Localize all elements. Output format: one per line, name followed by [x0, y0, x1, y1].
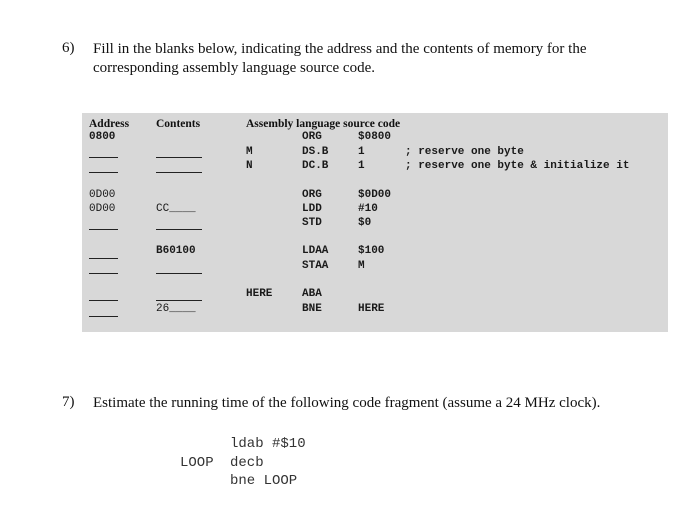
row-label: N	[246, 160, 253, 172]
contents-blank[interactable]	[156, 273, 202, 274]
row-op: LDD	[302, 203, 322, 215]
row-op: DC.B	[302, 160, 329, 172]
row-op: BNE	[302, 303, 322, 315]
header-address: Address	[89, 118, 130, 130]
question-6-number: 6)	[62, 40, 75, 56]
address-blank[interactable]	[89, 229, 118, 230]
row-op: ORG	[302, 189, 322, 201]
contents-blank[interactable]	[156, 300, 202, 301]
row-comment: ; reserve one byte & initialize it	[405, 160, 630, 172]
code-label: LOOP	[180, 455, 214, 471]
contents-blank[interactable]	[156, 229, 202, 230]
contents-blank[interactable]	[156, 157, 202, 158]
question-7-text: Estimate the running time of the following code fragment (assume a 24 MHz clock).	[93, 395, 601, 411]
row-op: LDAA	[302, 245, 329, 257]
header-source-code: Assembly language source code	[246, 118, 401, 130]
row-label: M	[246, 146, 253, 158]
address-blank[interactable]	[89, 273, 118, 274]
row-operand: #10	[358, 203, 378, 215]
address-blank[interactable]	[89, 300, 118, 301]
row-address: 0D00	[89, 203, 116, 215]
code-instruction: decb	[230, 455, 264, 471]
question-6-line-1: Fill in the blanks below, indicating the address and the contents of memory for the	[93, 41, 587, 57]
row-op: ORG	[302, 131, 322, 143]
question-6-line-2: corresponding assembly language source code.	[93, 60, 375, 76]
row-contents: 26____	[156, 303, 196, 315]
address-blank[interactable]	[89, 316, 118, 317]
row-operand: 1	[358, 146, 365, 158]
row-operand: $0D00	[358, 189, 392, 201]
address-blank[interactable]	[89, 172, 118, 173]
row-op: ABA	[302, 288, 322, 300]
row-contents: CC____	[156, 203, 196, 215]
code-instruction: bne LOOP	[230, 473, 298, 489]
code-instruction: ldab #$10	[230, 436, 306, 452]
row-operand: M	[358, 260, 365, 272]
row-operand: $100	[358, 245, 385, 257]
row-operand: 1	[358, 160, 365, 172]
row-op: STD	[302, 217, 322, 229]
question-7-number: 7)	[62, 394, 75, 410]
row-op: DS.B	[302, 146, 329, 158]
address-blank[interactable]	[89, 258, 118, 259]
row-contents: B60100	[156, 245, 196, 257]
row-operand: $0	[358, 217, 372, 229]
origin-address: 0800	[89, 131, 116, 143]
row-op: STAA	[302, 260, 329, 272]
address-blank[interactable]	[89, 157, 118, 158]
row-address: 0D00	[89, 189, 116, 201]
row-operand: $0800	[358, 131, 392, 143]
row-label: HERE	[246, 288, 273, 300]
row-operand: HERE	[358, 303, 385, 315]
header-contents: Contents	[156, 118, 201, 130]
contents-blank[interactable]	[156, 172, 202, 173]
row-comment: ; reserve one byte	[405, 146, 524, 158]
